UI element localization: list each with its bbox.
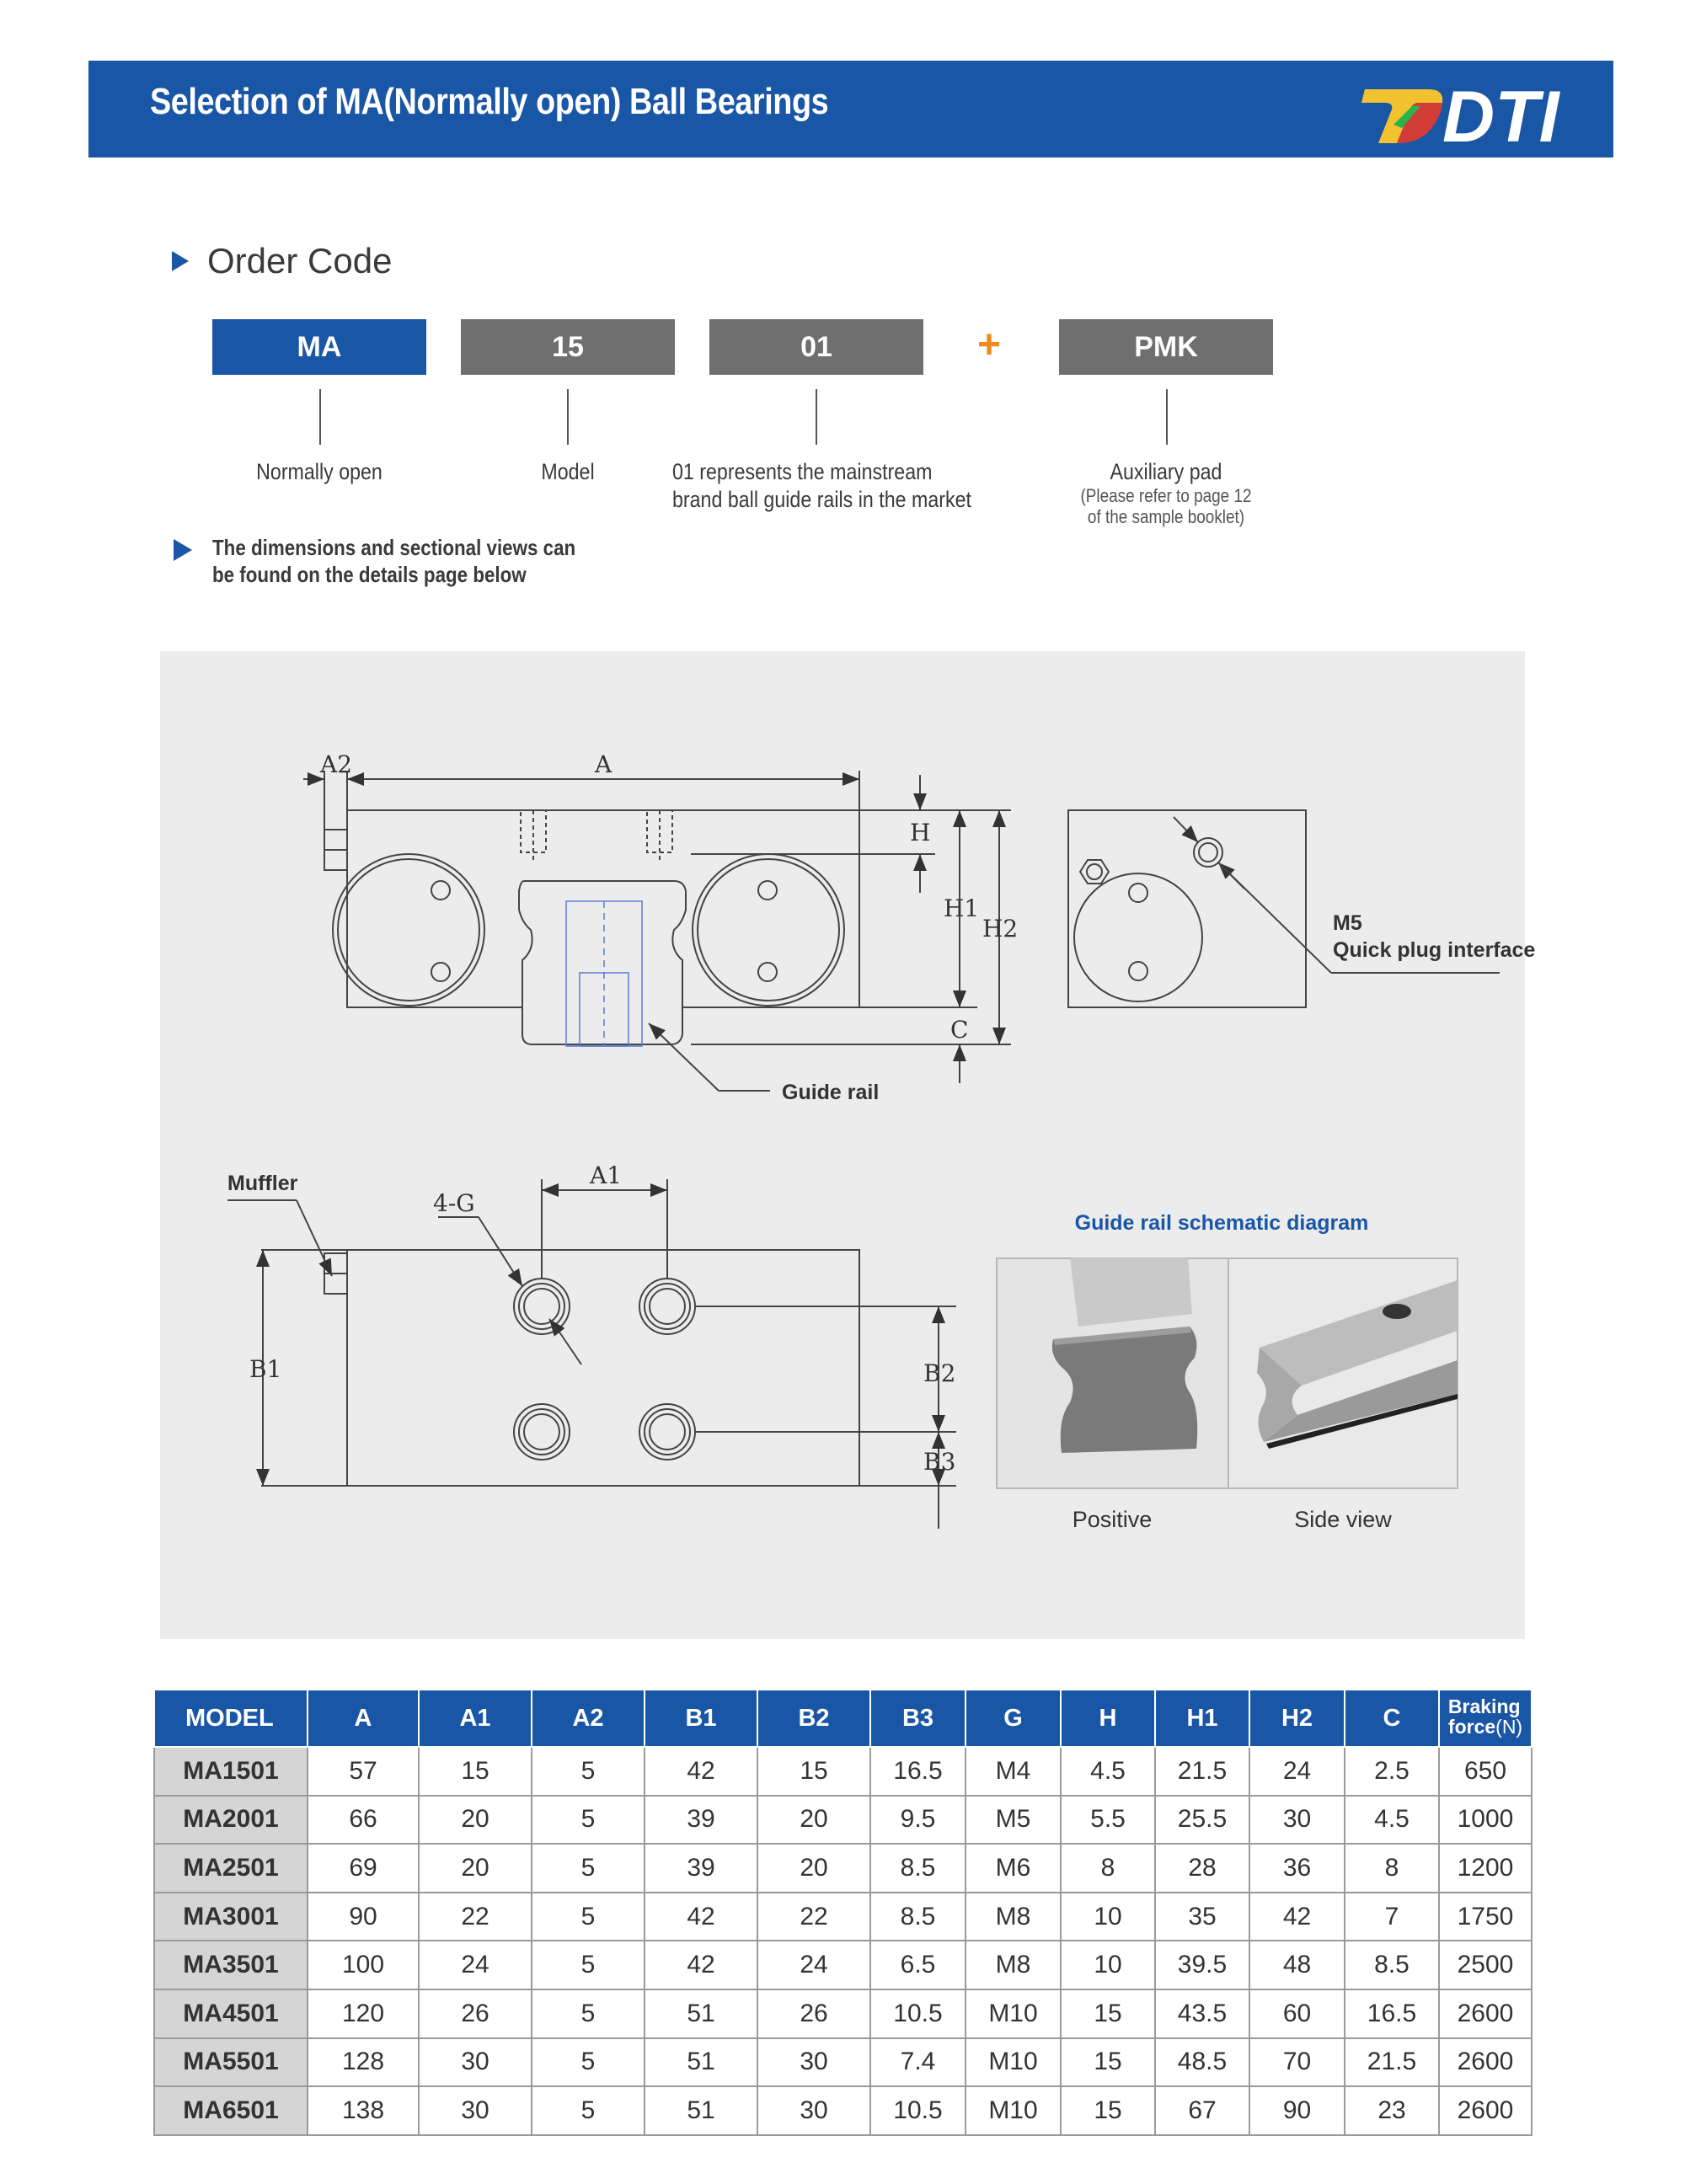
value-cell: 20 [419, 1796, 532, 1845]
value-cell: 30 [419, 2086, 532, 2135]
value-cell: 26 [757, 1989, 870, 2038]
table-header-row [154, 1690, 1532, 1747]
col-header: MODEL [154, 1690, 308, 1747]
model-cell: MA2001 [154, 1796, 308, 1845]
photo-caption: Guide rail schematic diagram [1074, 1211, 1369, 1235]
top-view-drawing [227, 1179, 956, 1529]
value-cell: 128 [308, 2038, 419, 2087]
value-cell: 20 [757, 1796, 870, 1845]
value-cell: 120 [308, 1989, 419, 2038]
model-cell: MA3001 [154, 1893, 308, 1941]
value-cell: 5 [532, 1941, 645, 1989]
value-cell: M6 [966, 1844, 1061, 1893]
label-h: H [910, 819, 931, 846]
label-muffler: Muffler [227, 1172, 298, 1195]
label-a: A [595, 750, 612, 778]
value-cell: 30 [419, 2038, 532, 2087]
value-cell: 2600 [1439, 1989, 1532, 2038]
value-cell: 39 [645, 1844, 757, 1893]
page-title: Selection of MA(Normally open) Ball Bearings [150, 81, 829, 122]
value-cell: M4 [966, 1747, 1061, 1796]
value-cell: 70 [1249, 2038, 1345, 2087]
desc-aux-pad: Auxiliary pad [1110, 459, 1222, 484]
value-cell: 28 [1155, 1844, 1249, 1893]
value-cell: 2600 [1439, 2038, 1532, 2087]
note-line1: The dimensions and sectional views can [212, 535, 576, 560]
value-cell: 24 [1249, 1747, 1345, 1796]
value-cell: 10 [1061, 1893, 1155, 1941]
value-cell: 42 [645, 1941, 757, 1989]
value-cell: 5 [532, 1989, 645, 2038]
value-cell: 2.5 [1345, 1747, 1439, 1796]
model-cell: MA5501 [154, 2038, 308, 2087]
value-cell: M10 [966, 2086, 1061, 2135]
value-cell: 36 [1249, 1844, 1345, 1893]
value-cell: 20 [757, 1844, 870, 1893]
value-cell: 2600 [1439, 2086, 1532, 2135]
value-cell: 8 [1061, 1844, 1155, 1893]
value-cell: 24 [757, 1941, 870, 1989]
value-cell: 138 [308, 2086, 419, 2135]
value-cell: M8 [966, 1893, 1061, 1941]
value-cell: 51 [645, 2038, 757, 2087]
table-row [154, 2038, 1532, 2087]
value-cell: 67 [1155, 2086, 1249, 2135]
value-cell: 25.5 [1155, 1796, 1249, 1845]
value-cell: 15 [419, 1747, 532, 1796]
value-cell: 650 [1439, 1747, 1532, 1796]
value-cell: 16.5 [1345, 1989, 1439, 2038]
value-cell: 60 [1249, 1989, 1345, 2038]
value-cell: 15 [1061, 2086, 1155, 2135]
model-cell: MA4501 [154, 1989, 308, 2038]
desc-aux-sub2: of the sample booklet) [1087, 506, 1245, 527]
value-cell: 16.5 [870, 1747, 966, 1796]
label-4g: 4-G [433, 1189, 475, 1217]
code-pmk: PMK [1059, 319, 1273, 375]
col-header: H [1061, 1690, 1155, 1747]
value-cell: 22 [757, 1893, 870, 1941]
value-cell: 5 [532, 1844, 645, 1893]
value-cell: 20 [419, 1844, 532, 1893]
desc-normally-open: Normally open [256, 459, 382, 484]
label-a2: A2 [320, 750, 353, 778]
plus-sign: + [977, 323, 1002, 367]
desc-model: Model [541, 459, 595, 484]
model-cell: MA1501 [154, 1747, 308, 1796]
value-cell: 26 [419, 1989, 532, 2038]
value-cell: 15 [1061, 2038, 1155, 2087]
logo-text: DTI [1442, 77, 1559, 152]
label-b2: B2 [923, 1359, 956, 1387]
value-cell: 10.5 [870, 2086, 966, 2135]
desc-rail-line2: brand ball guide rails in the market [672, 487, 971, 512]
value-cell: 9.5 [870, 1796, 966, 1845]
table-row [154, 1747, 1532, 1796]
value-cell: 21.5 [1155, 1747, 1249, 1796]
col-header: C [1345, 1690, 1439, 1747]
label-b3: B3 [923, 1448, 956, 1476]
value-cell: 1200 [1439, 1844, 1532, 1893]
col-header: B3 [870, 1690, 966, 1747]
label-h1: H1 [944, 894, 980, 922]
value-cell: 100 [308, 1941, 419, 1989]
value-cell: 90 [1249, 2086, 1345, 2135]
value-cell: 48 [1249, 1941, 1345, 1989]
braking-line1: Braking [1447, 1695, 1521, 1717]
value-cell: 39 [645, 1796, 757, 1845]
value-cell: 2500 [1439, 1941, 1532, 1989]
side-view-drawing [1068, 810, 1500, 1007]
value-cell: 51 [645, 2086, 757, 2135]
value-cell: 30 [757, 2038, 870, 2087]
order-code-title: Order Code [207, 241, 393, 280]
col-header: A1 [419, 1690, 532, 1747]
value-cell: 4.5 [1061, 1747, 1155, 1796]
desc-aux-sub1: (Please refer to page 12 [1080, 485, 1252, 506]
braking-line2: force [1447, 1716, 1496, 1738]
label-a1: A1 [590, 1161, 623, 1189]
value-cell: M10 [966, 2038, 1061, 2087]
rail-front-photo [1052, 1258, 1197, 1453]
value-cell: 42 [645, 1893, 757, 1941]
table-row [154, 1844, 1532, 1893]
value-cell: 21.5 [1345, 2038, 1439, 2087]
value-cell: 5 [532, 2038, 645, 2087]
desc-rail-line1: 01 represents the mainstream [672, 459, 933, 484]
model-cell: MA6501 [154, 2086, 308, 2135]
label-b1: B1 [249, 1355, 282, 1383]
label-quick-plug: Quick plug interface [1333, 938, 1536, 962]
value-cell: 10.5 [870, 1989, 966, 2038]
table-row [154, 1941, 1532, 1989]
value-cell: M5 [966, 1796, 1061, 1845]
value-cell: 23 [1345, 2086, 1439, 2135]
model-cell: MA2501 [154, 1844, 308, 1893]
value-cell: 42 [1249, 1893, 1345, 1941]
code-ma: MA [212, 319, 426, 375]
value-cell: 30 [757, 2086, 870, 2135]
value-cell: 7.4 [870, 2038, 966, 2087]
value-cell: 1750 [1439, 1893, 1532, 1941]
col-header: H1 [1155, 1690, 1249, 1747]
code-rail: 01 [709, 319, 923, 375]
value-cell: 90 [308, 1893, 419, 1941]
value-cell: 5.5 [1061, 1796, 1155, 1845]
label-guide-rail: Guide rail [782, 1081, 880, 1104]
photo-label-side-view: Side view [1294, 1507, 1392, 1532]
table-row [154, 1796, 1532, 1845]
label-h2: H2 [982, 915, 1019, 942]
value-cell: 24 [419, 1941, 532, 1989]
value-cell: 15 [757, 1747, 870, 1796]
value-cell: 8.5 [870, 1844, 966, 1893]
value-cell: 57 [308, 1747, 419, 1796]
col-header: B1 [645, 1690, 757, 1747]
value-cell: 5 [532, 1796, 645, 1845]
value-cell: 4.5 [1345, 1796, 1439, 1845]
col-header: G [966, 1690, 1061, 1747]
value-cell: 5 [532, 1747, 645, 1796]
value-cell: 43.5 [1155, 1989, 1249, 2038]
value-cell: 42 [645, 1747, 757, 1796]
col-header: A2 [532, 1690, 645, 1747]
value-cell: 5 [532, 1893, 645, 1941]
value-cell: 35 [1155, 1893, 1249, 1941]
value-cell: 1000 [1439, 1796, 1532, 1845]
col-header: H2 [1249, 1690, 1345, 1747]
value-cell: 8.5 [870, 1893, 966, 1941]
value-cell: 39.5 [1155, 1941, 1249, 1989]
front-view-drawing [303, 771, 1011, 1091]
specification-table [153, 1689, 1533, 2136]
value-cell: 5 [532, 2086, 645, 2135]
value-cell: M10 [966, 1989, 1061, 2038]
col-header: A [308, 1690, 419, 1747]
value-cell: 66 [308, 1796, 419, 1845]
value-cell: 7 [1345, 1893, 1439, 1941]
table-row [154, 1989, 1532, 2038]
value-cell: 51 [645, 1989, 757, 2038]
value-cell: 69 [308, 1844, 419, 1893]
value-cell: 30 [1249, 1796, 1345, 1845]
braking-unit: (N) [1495, 1716, 1523, 1738]
note-line2: be found on the details page below [212, 562, 527, 587]
col-header-braking [1439, 1690, 1532, 1747]
label-m5: M5 [1333, 911, 1362, 935]
value-cell: 8.5 [1345, 1941, 1439, 1989]
model-cell: MA3501 [154, 1941, 308, 1989]
code-model: 15 [461, 319, 675, 375]
value-cell: 8 [1345, 1844, 1439, 1893]
col-header: B2 [757, 1690, 870, 1747]
photo-label-positive: Positive [1072, 1507, 1153, 1532]
value-cell: 10 [1061, 1941, 1155, 1989]
table-row [154, 2086, 1532, 2135]
value-cell: M8 [966, 1941, 1061, 1989]
value-cell: 48.5 [1155, 2038, 1249, 2087]
table-row [154, 1893, 1532, 1941]
value-cell: 22 [419, 1893, 532, 1941]
guide-rail-photos [997, 1258, 1458, 1488]
value-cell: 6.5 [870, 1941, 966, 1989]
label-c: C [950, 1016, 969, 1044]
value-cell: 15 [1061, 1989, 1155, 2038]
